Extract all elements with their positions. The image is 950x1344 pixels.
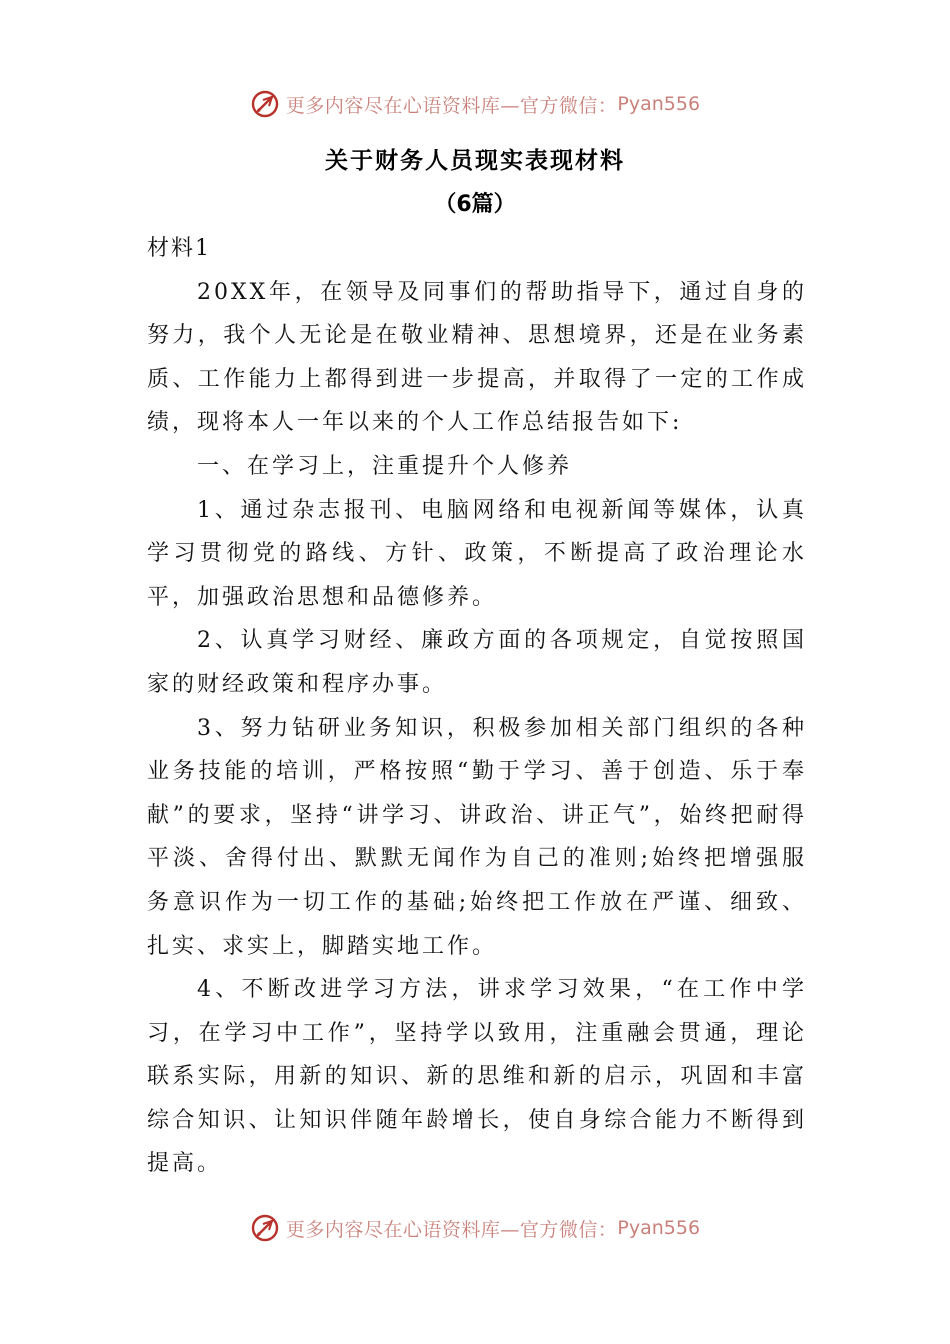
banner-wechat-id: Pyan556 <box>617 1217 701 1239</box>
paragraph-intro: 20XX年，在领导及同事们的帮助指导下，通过自身的努力，我个人无论是在敬业精神、思想境界，还是在业务素质、工作能力上都得到进一步提高，并取得了一定的工作成绩，现将本人一年以来的个人工作总结报告如下: <box>147 279 807 436</box>
banner-text: 更多内容尽在心语资料库—官方微信： <box>285 94 618 117</box>
section-label: 材料1 <box>147 236 211 261</box>
footer-watermark-banner <box>0 1208 950 1248</box>
quill-logo-icon <box>250 1213 280 1243</box>
quill-logo-icon <box>250 89 280 119</box>
paragraph-item-4: 4、不断改进学习方法，讲求学习效果，“在工作中学习，在学习中工作”，坚持学以致用，注重融会贯通，理论联系实际，用新的知识、新的思维和新的启示，巩固和丰富综合知识、让知识伴随年龄增长，使自身综合能力不断得到提高。 <box>147 977 807 1177</box>
paragraph-item-1: 1、通过杂志报刊、电脑网络和电视新闻等媒体，认真学习贯彻党的路线、方针、政策，不断提高了政治理论水平，加强政治思想和品德修养。 <box>147 497 807 610</box>
header-watermark-banner <box>0 84 950 124</box>
banner-wechat-id: Pyan556 <box>617 93 701 115</box>
document-body <box>147 227 807 1186</box>
document-subtitle: （6篇） <box>434 192 516 217</box>
paragraph-item-3: 3、努力钻研业务知识，积极参加相关部门组织的各种业务技能的培训，严格按照“勤于学习、善于创造、乐于奉献”的要求，坚持“讲学习、讲政治、讲正气”，始终把耐得平淡、舍得付出、默默无闻作为自己的准则;始终把增强服务意识作为一切工作的基础;始终把工作放在严谨、细致、扎实、求实上，脚踏实地工作。 <box>147 715 807 959</box>
document-title: 关于财务人员现实表现材料 <box>325 148 625 174</box>
section-heading: 一、在学习上，注重提升个人修养 <box>197 453 573 479</box>
banner-text: 更多内容尽在心语资料库—官方微信： <box>285 1218 618 1241</box>
paragraph-item-2: 2、认真学习财经、廉政方面的各项规定，自觉按照国家的财经政策和程序办事。 <box>147 628 807 697</box>
